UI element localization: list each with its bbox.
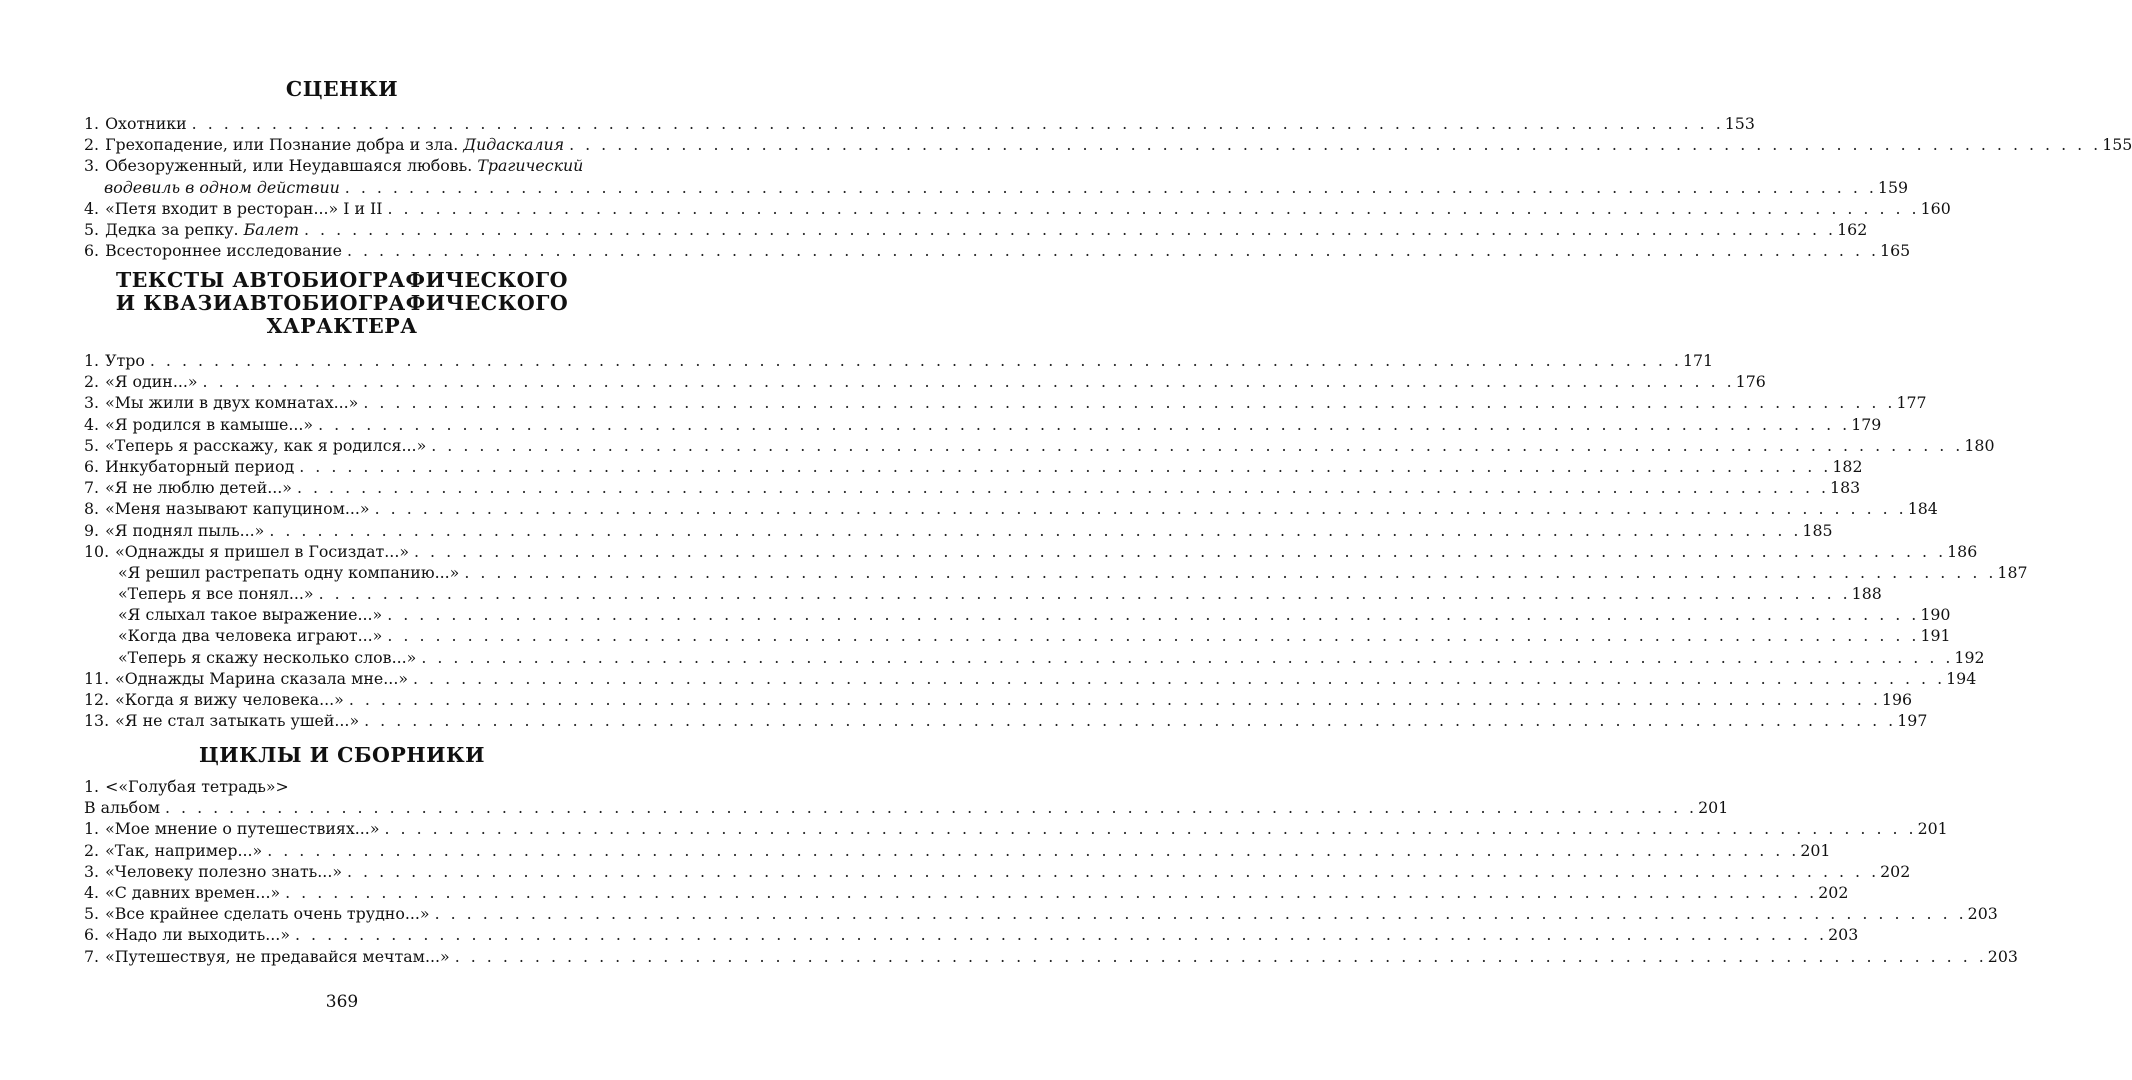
toc-entry-number: 1. <box>84 819 100 839</box>
toc-entry <box>84 604 1951 625</box>
toc-entry-title-text: «Меня называют капуцином...» <box>105 499 370 519</box>
toc-entry-title <box>105 435 426 456</box>
toc-entry-number: 13. <box>84 711 110 731</box>
toc-entry-number: 10. <box>84 541 110 561</box>
section-title-autobiographical <box>84 269 600 338</box>
toc-entry-title <box>105 456 294 477</box>
toc-entry-title-text: «Когда я вижу человека...» <box>115 690 344 709</box>
page-number: 369 <box>325 992 359 1012</box>
toc-entry-page: 201 <box>1917 819 1948 839</box>
toc-entry-page: 185 <box>1802 520 1833 540</box>
toc-entry <box>84 710 1928 731</box>
dot-leader <box>455 946 1984 967</box>
toc-entry-page: 192 <box>1954 647 1985 667</box>
toc-entry-page: 162 <box>1837 219 1868 239</box>
toc-entry <box>84 456 1863 477</box>
toc-entry <box>84 689 1913 710</box>
toc-entry-page: 159 <box>1877 177 1909 197</box>
toc-entry <box>84 882 1849 903</box>
toc-entry-page: 183 <box>1830 478 1861 498</box>
dot-leader <box>304 219 1833 240</box>
toc-list-cycles <box>84 776 2018 967</box>
toc-entry-title <box>118 562 459 583</box>
toc-entry-title-text: «Я не люблю детей...» <box>105 478 292 498</box>
toc-entry-page: 182 <box>1832 456 1863 476</box>
toc-entry-page: 165 <box>1880 241 1911 261</box>
toc-entry-number: 2. <box>84 372 100 392</box>
toc-entry-title <box>115 710 359 731</box>
toc-entry <box>84 240 1911 261</box>
dot-leader <box>349 689 1878 710</box>
toc-entry-title <box>84 797 160 818</box>
toc-entry-page: 176 <box>1735 372 1766 392</box>
toc-entry <box>84 903 1998 924</box>
toc-entry-title-text: «Я слыхал такое выражение...» <box>118 605 383 625</box>
section-title-line: ТЕКСТЫ АВТОБИОГРАФИЧЕСКОГО <box>115 268 568 292</box>
toc-entry-title <box>105 198 382 219</box>
toc-entry-page: 203 <box>1967 904 1998 924</box>
dot-leader <box>435 903 1964 924</box>
toc-entry <box>84 498 1938 519</box>
dot-leader <box>388 198 1917 219</box>
toc-entry <box>84 861 1911 882</box>
toc-entry-title-text: «Однажды я пришел в Госиздат...» <box>115 541 410 561</box>
toc-entry-page: 177 <box>1896 393 1927 413</box>
toc-entry-title-text: «Так, например...» <box>105 840 263 860</box>
toc-entry-title <box>118 625 382 646</box>
toc-entry-page: 171 <box>1682 351 1714 370</box>
toc-entry-page: 155 <box>2102 135 2132 155</box>
toc-entry-title <box>105 350 145 371</box>
dot-leader <box>345 177 1874 198</box>
toc-entry-page: 203 <box>1987 946 2018 966</box>
toc-entry <box>84 219 1868 240</box>
toc-entry-title-text: «Я родился в камыше...» <box>105 414 314 434</box>
dot-leader <box>375 498 1904 519</box>
toc-entry-number: 6. <box>84 241 100 261</box>
toc-entry-page: 202 <box>1880 861 1911 881</box>
toc-entry-title-text: Обезоруженный, или Неудавшаяся любовь. <box>105 156 478 176</box>
dot-leader <box>384 818 1913 839</box>
toc-entry-page: 186 <box>1947 541 1978 561</box>
toc-entry-number: 3. <box>84 393 100 413</box>
toc-entry-page: 194 <box>1946 668 1977 688</box>
toc-entry <box>84 946 2018 967</box>
toc-entry <box>84 625 1951 646</box>
toc-entry-page: 180 <box>1964 435 1995 455</box>
toc-entry-number: 12. <box>84 690 110 709</box>
toc-entry-page: 191 <box>1920 626 1951 646</box>
toc-entry-title-text: «Надо ли выходить...» <box>105 925 290 945</box>
toc-entry-page: 160 <box>1920 198 1951 218</box>
toc-entry-number: 8. <box>84 499 100 519</box>
toc-entry-number: 1. <box>84 777 100 796</box>
toc-entry-title-text: «Теперь я расскажу, как я родился...» <box>105 435 427 455</box>
toc-entry-title-text: Грехопадение, или Познание добра и зла. <box>105 135 464 155</box>
book-page <box>84 0 2132 1080</box>
toc-entry-title <box>115 668 408 689</box>
toc-entry-title-text: «Я решил растрепать одну компанию...» <box>118 562 460 582</box>
toc-entry-page: 188 <box>1851 584 1882 604</box>
toc-entry-title <box>115 689 344 710</box>
dot-leader <box>297 477 1826 498</box>
section-title-line: ЦИКЛЫ И СБОРНИКИ <box>198 743 486 767</box>
toc-entry-title <box>105 882 280 903</box>
toc-entry-title-text: Утро <box>105 351 145 370</box>
toc-entry-title <box>118 583 314 604</box>
dot-leader <box>319 583 1848 604</box>
toc-entry <box>84 924 1859 945</box>
dot-leader <box>464 562 1993 583</box>
toc-entry-title-text: <«Голубая тетрадь»> <box>105 777 289 796</box>
toc-entry-title-text: «Теперь я все понял...» <box>118 584 314 604</box>
toc-entry-title <box>105 840 262 861</box>
toc-entry-number: 7. <box>84 946 100 966</box>
section-title-line: ХАРАКТЕРА <box>266 314 418 338</box>
toc-entry <box>84 541 1978 562</box>
toc-entry-title <box>105 113 187 134</box>
dot-leader <box>413 668 1942 689</box>
dot-leader <box>165 797 1694 818</box>
toc-entry-page: 184 <box>1907 499 1938 519</box>
toc-entry-title <box>105 520 264 541</box>
toc-entry-title-italic: водевиль в одном действии <box>104 177 340 197</box>
toc-entry-number: 3. <box>84 861 100 881</box>
toc-entry-page: 179 <box>1851 414 1882 434</box>
dot-leader <box>295 924 1824 945</box>
toc-entry-number: 5. <box>84 219 100 239</box>
toc-entry-page: 201 <box>1698 798 1729 818</box>
toc-entry-title <box>105 219 299 240</box>
toc-entry-title <box>115 541 409 562</box>
toc-entry-title-text: «Все крайнее сделать очень трудно...» <box>105 904 430 924</box>
toc-entry-page: 153 <box>1724 114 1755 133</box>
toc-entry-number: 1. <box>84 351 100 370</box>
toc-entry-title-text: Инкубаторный период <box>105 456 295 476</box>
toc-entry <box>84 477 1861 498</box>
toc-entry-title-text: «Я не стал затыкать ушей...» <box>115 711 360 731</box>
toc-entry-page: 196 <box>1881 690 1913 709</box>
toc-entry-title-text: Всестороннее исследование <box>105 241 342 261</box>
toc-entry-title <box>105 498 370 519</box>
toc-entry-title <box>118 604 382 625</box>
toc-entry-number: 4. <box>84 198 100 218</box>
toc-entry-number: 2. <box>84 135 100 155</box>
toc-entry <box>84 776 600 797</box>
toc-entry <box>84 177 1909 198</box>
toc-entry <box>84 818 1948 839</box>
toc-entry-title <box>105 371 197 392</box>
toc-entry-page: 187 <box>1997 562 2028 582</box>
toc-entry-number: 2. <box>84 840 100 860</box>
toc-entry <box>84 371 1766 392</box>
section-title-cycles <box>84 744 600 767</box>
dot-leader <box>347 240 1876 261</box>
toc-entry <box>84 134 2132 155</box>
toc-entry-title <box>104 177 340 198</box>
toc-entry-number: 1. <box>84 114 100 133</box>
toc-entry-title <box>105 776 289 797</box>
toc-entry-title <box>105 818 379 839</box>
toc-entry-page: 202 <box>1818 882 1849 902</box>
toc-entry-title <box>105 155 583 176</box>
toc-entry <box>84 392 1927 413</box>
toc-entry-title-italic: Балет <box>243 219 299 239</box>
toc-entry-title-text: «Однажды Марина сказала мне...» <box>115 668 409 688</box>
toc-entry-title-italic: Трагический <box>477 156 584 176</box>
toc-entry-number: 4. <box>84 414 100 434</box>
toc-entry-title-text: «Теперь я скажу несколько слов...» <box>118 647 417 667</box>
toc-entry <box>84 113 1755 134</box>
toc-entry <box>84 155 600 176</box>
toc-entry-title-text: «Мое мнение о путешествиях...» <box>105 819 380 839</box>
dot-leader <box>431 435 1960 456</box>
toc-entry-page: 203 <box>1828 925 1859 945</box>
toc-entry-title-text: Охотники <box>105 114 187 133</box>
toc-entry-title <box>105 392 358 413</box>
dot-leader <box>269 520 1798 541</box>
dot-leader <box>285 882 1814 903</box>
toc-entry <box>84 840 1831 861</box>
toc-entry-page: 197 <box>1897 711 1928 731</box>
toc-entry-number: 6. <box>84 456 100 476</box>
toc-entry <box>84 562 2028 583</box>
toc-entry-title-text: «Я один...» <box>105 372 198 392</box>
toc-entry-number: 6. <box>84 925 100 945</box>
dot-leader <box>267 840 1796 861</box>
toc-entry <box>84 647 1985 668</box>
toc-entry-title-text: «Когда два человека играют...» <box>118 626 383 646</box>
toc-entry-number: 7. <box>84 478 100 498</box>
toc-list-scenes <box>84 113 2132 261</box>
dot-leader <box>203 371 1732 392</box>
toc-entry-title <box>105 861 342 882</box>
toc-entry <box>84 350 1714 371</box>
toc-entry-title-text: «Я поднял пыль...» <box>105 520 265 540</box>
dot-leader <box>364 710 1893 731</box>
toc-entry <box>84 797 1729 818</box>
dot-leader <box>387 625 1916 646</box>
toc-entry-title <box>105 946 450 967</box>
dot-leader <box>363 392 1892 413</box>
dot-leader <box>414 541 1943 562</box>
toc-entry <box>84 435 1995 456</box>
dot-leader <box>347 861 1876 882</box>
dot-leader <box>387 604 1916 625</box>
toc-entry-number: 3. <box>84 156 100 176</box>
toc-entry-title <box>105 924 290 945</box>
toc-entry-title-text: «С давних времен...» <box>105 882 281 902</box>
toc-list-autobiographical <box>84 350 2028 731</box>
toc-entry-title <box>105 240 342 261</box>
toc-entry-number: 11. <box>84 668 110 688</box>
toc-entry-title <box>105 134 564 155</box>
dot-leader <box>192 113 1721 134</box>
toc-entry-number: 4. <box>84 882 100 902</box>
toc-entry <box>84 198 1951 219</box>
toc-entry-title <box>105 477 292 498</box>
toc-entry-number: 9. <box>84 520 100 540</box>
toc-entry <box>84 414 1882 435</box>
toc-entry-title-text: «Петя входит в ресторан...» I и II <box>105 198 383 218</box>
toc-entry <box>84 520 1833 541</box>
toc-entry-title-text: Дедка за репку. <box>105 219 244 239</box>
section-title-line: СЦЕНКИ <box>285 77 399 101</box>
toc-entry-title <box>118 647 416 668</box>
toc-entry-title-italic: Дидаскалия <box>463 135 565 155</box>
toc-entry-title <box>105 903 430 924</box>
toc-entry-title-text: «Человеку полезно знать...» <box>105 861 343 881</box>
toc-entry-title-text: «Путешествуя, не предавайся мечтам...» <box>105 946 450 966</box>
toc-entry-number: 5. <box>84 904 100 924</box>
section-title-line: И КВАЗИАВТОБИОГРАФИЧЕСКОГО <box>115 291 569 315</box>
toc-entry-title-text: «Мы жили в двух комнатах...» <box>105 393 359 413</box>
toc-entry-page: 201 <box>1800 840 1831 860</box>
toc-entry-number: 5. <box>84 435 100 455</box>
dot-leader <box>318 414 1847 435</box>
toc-entry-page: 190 <box>1920 605 1951 625</box>
toc-entry-title <box>105 414 313 435</box>
toc-entry <box>84 583 1882 604</box>
toc-entry-title-text: В альбом <box>84 798 160 818</box>
dot-leader <box>150 350 1679 371</box>
dot-leader <box>299 456 1828 477</box>
dot-leader <box>421 647 1950 668</box>
toc-entry <box>84 668 1977 689</box>
section-title-scenes <box>84 78 600 101</box>
dot-leader <box>569 134 2098 155</box>
